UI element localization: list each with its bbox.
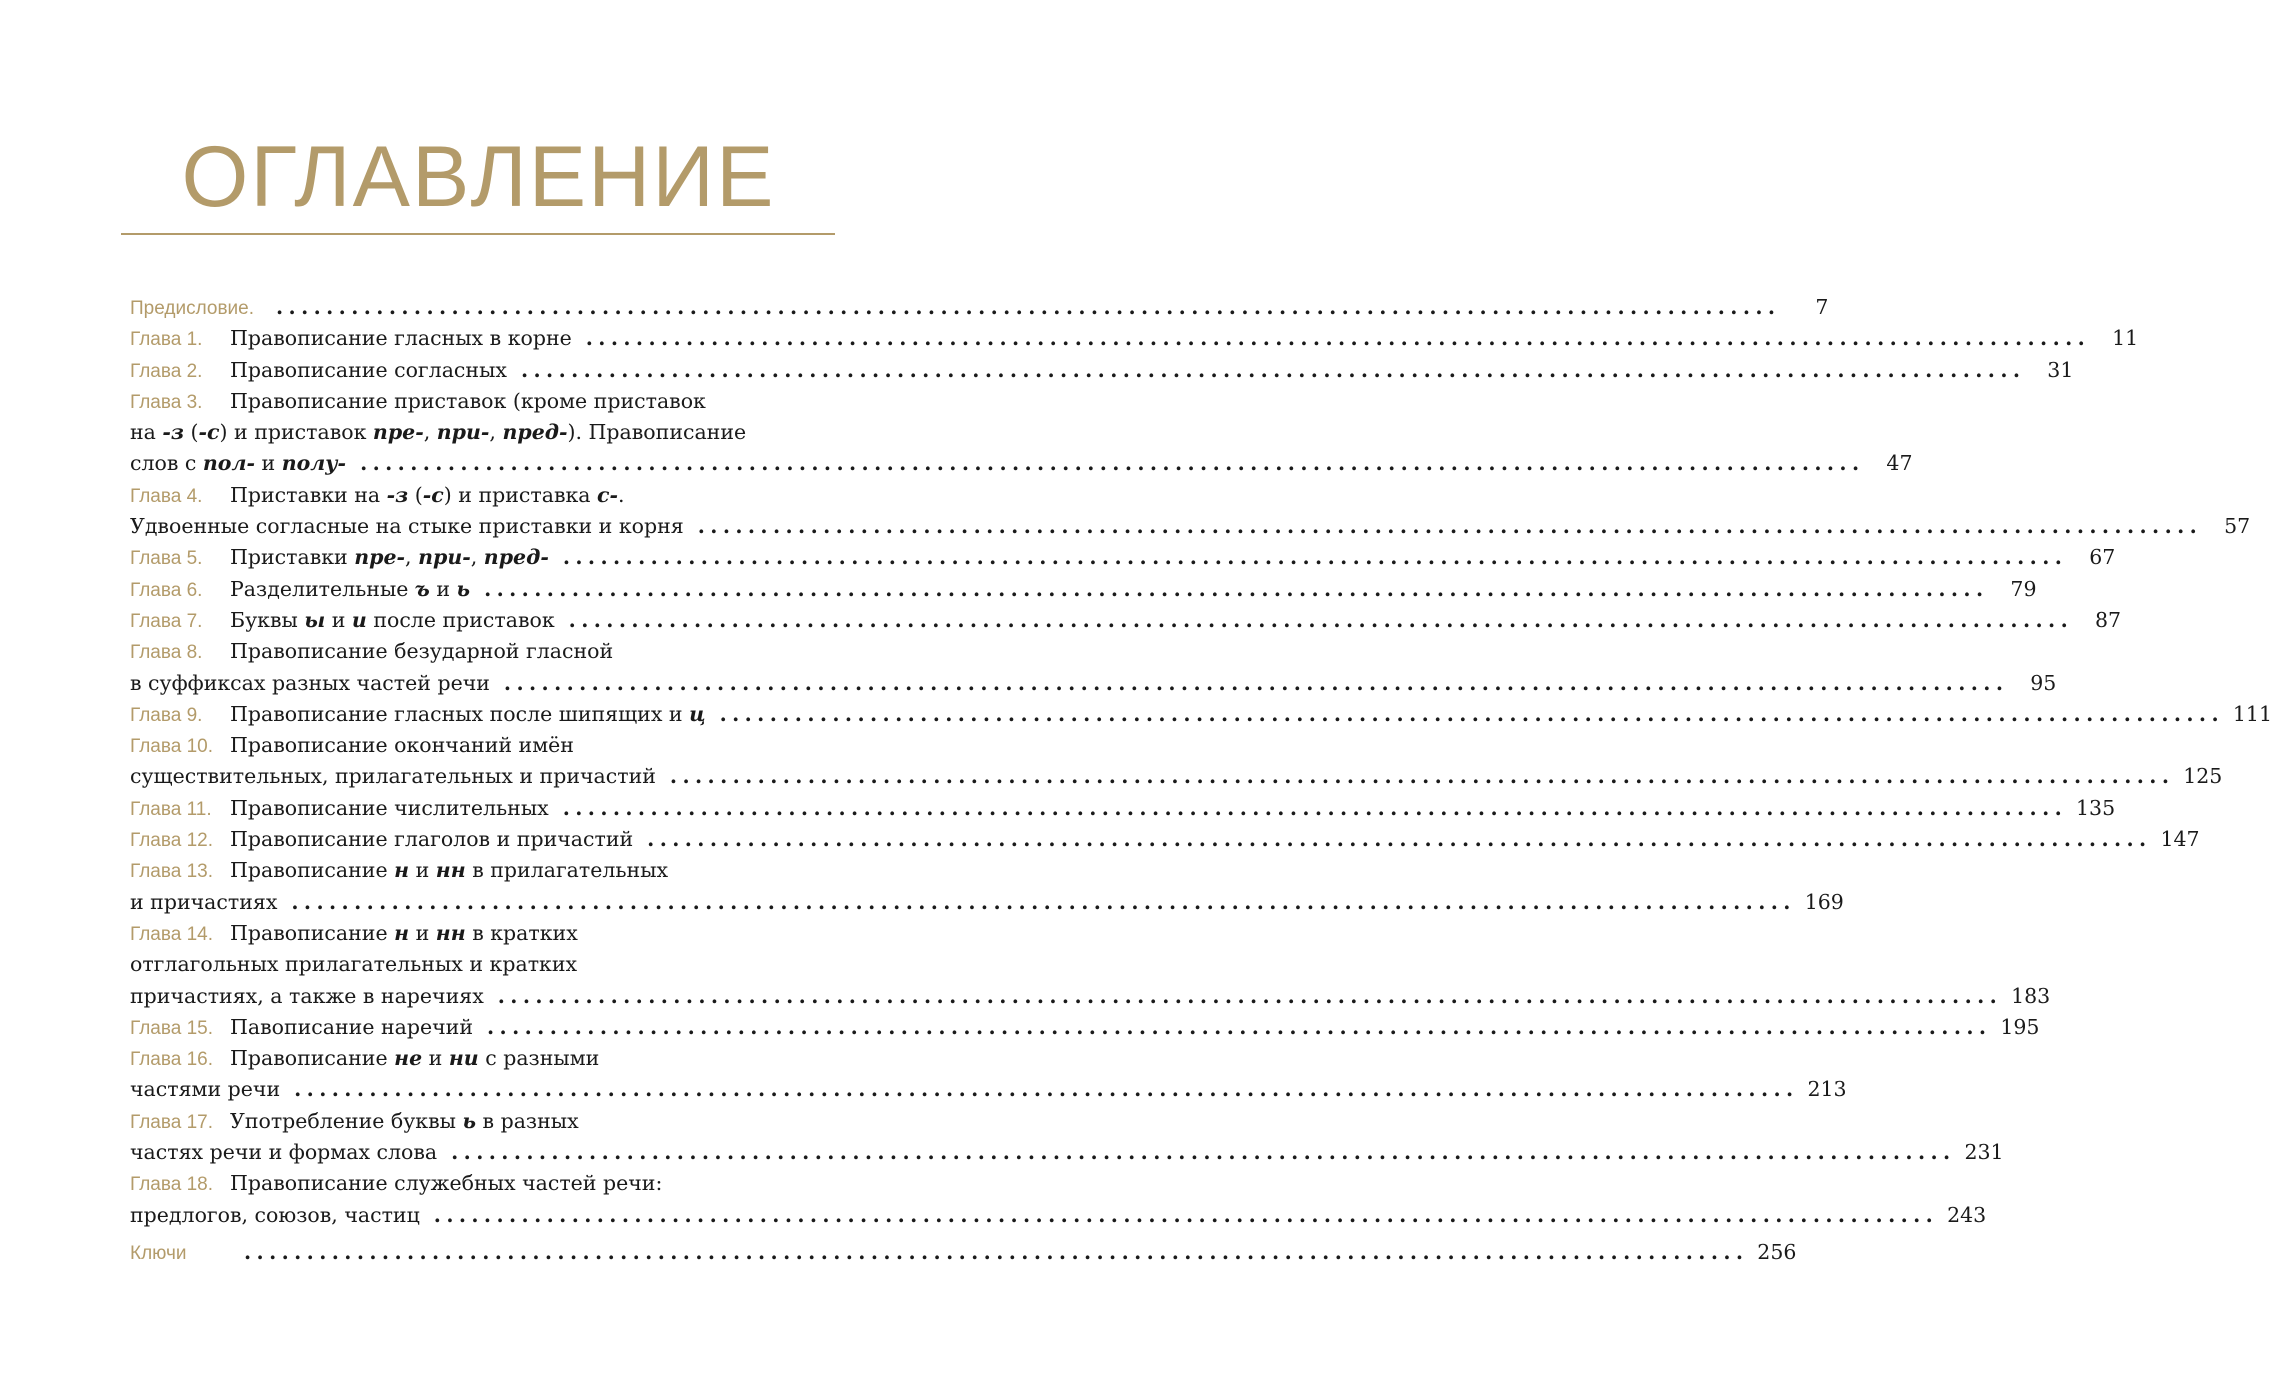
emphasized-term: -з [162,420,184,445]
emphasized-term: н [394,858,410,883]
chapter-title [130,981,484,1012]
toc-line [130,605,2122,636]
title-text: отглагольных прилагательных и кратких [130,952,578,977]
toc-line [130,1168,826,1199]
toc-entry[interactable] [130,1106,2004,1169]
toc-line [130,386,826,417]
toc-entry[interactable] [130,1237,1797,1268]
toc-line [130,574,2037,605]
title-text: в прилагательных [465,858,669,883]
page-number: 11 [2112,326,2139,351]
chapter-title [230,824,633,855]
title-text: ) и приставок [219,420,373,445]
toc-entry[interactable] [130,699,2272,730]
dot-leader: ........................................................................................................................ [503,670,2009,695]
toc-line [130,417,826,448]
title-text: и [325,607,352,632]
chapter-label: Глава 17. [130,1111,214,1133]
title-text: Приставки [230,545,355,570]
title-text: Удвоенные согласные на стыке приставки и корня [130,514,684,539]
toc-line [130,511,2251,542]
chapter-title [230,793,549,824]
toc-entry[interactable] [130,730,2223,793]
title-text: существительных, прилагательных и причастий [130,764,656,789]
toc-line [130,761,2223,792]
page-number: 57 [2224,514,2251,539]
title-text: и [422,1046,449,1071]
chapter-label: Глава 16. [130,1049,214,1071]
page-number: 243 [1947,1202,1987,1227]
toc-entry[interactable] [130,480,2251,543]
chapter-title [230,1043,599,1074]
chapter-label: Глава 13. [130,861,214,883]
dot-leader: ........................................................................................................................ [276,295,1781,319]
chapter-title [130,1137,437,1168]
toc-line [130,1137,2004,1168]
toc-entry[interactable] [130,574,2037,605]
dot-leader: ........................................................................................................................ [520,357,2026,382]
title-text: после приставок [366,607,555,632]
toc-line [130,949,826,980]
title-text: , [470,545,484,570]
toc-line [130,292,1829,323]
toc-line [130,1106,826,1137]
title-text: Павописание наречий [230,1014,474,1039]
title-text: Правописание окончаний имён [230,733,574,758]
page-title: ОГЛАВЛЕНИЕ [181,129,776,225]
chapter-title [230,386,706,417]
title-text: Правописание глаголов и причастий [230,827,634,852]
page-number: 256 [1757,1239,1797,1264]
page-number: 213 [1807,1077,1847,1102]
chapter-title [230,636,613,667]
chapter-label: Глава 18. [130,1174,214,1196]
toc-line [130,855,826,886]
chapter-title [130,417,746,448]
toc-line [130,1237,1797,1268]
chapter-label: Глава 7. [130,610,203,632]
emphasized-term: ь [456,576,471,601]
title-text: Правописание [230,858,395,883]
emphasized-term: пре- [372,420,424,445]
dot-leader: ........................................................................................................................ [562,795,2068,820]
page-number: 31 [2047,357,2074,382]
toc-line [130,887,1844,918]
chapter-label: Глава 3. [130,391,203,413]
page-number: 111 [2232,701,2272,726]
dot-leader: ........................................................................................................................ [562,545,2068,570]
toc-entry[interactable] [130,1012,2040,1043]
title-text: . [618,482,625,507]
dot-leader: ........................................................................................................................ [497,983,2003,1008]
emphasized-term: пол- [202,451,255,476]
emphasized-term: н [394,920,410,945]
chapter-title [130,1200,420,1231]
title-text: Правописание согласных [230,357,507,382]
chapter-label: Глава 2. [130,360,203,382]
chapter-label: Глава 11. [130,798,212,820]
toc-line [130,480,826,511]
dot-leader: ........................................................................................................................ [484,576,1989,601]
emphasized-term: ъ [414,576,430,601]
title-text: Правописание числительных [230,795,549,820]
chapter-label: Глава 10. [130,736,214,758]
emphasized-term: пред- [483,545,549,570]
toc-line [130,918,826,949]
emphasized-term: -з [386,482,409,507]
chapter-title [230,542,549,573]
toc-entry[interactable] [130,1168,1987,1231]
chapter-title [230,574,470,605]
toc-entry[interactable] [130,855,1844,918]
page-number: 195 [2000,1014,2040,1039]
emphasized-term: нн [435,858,466,883]
emphasized-term: ы [304,607,326,632]
title-text: частях речи и формах слова [130,1140,438,1165]
emphasized-term: пред- [502,420,568,445]
page-number: 47 [1886,451,1913,476]
emphasized-term: ь [462,1108,477,1133]
chapter-label: Глава 15. [130,1017,214,1039]
title-text: ) и приставка [443,482,598,507]
page-number: 147 [2160,827,2200,852]
emphasized-term: и [351,607,367,632]
dot-leader: ........................................................................................................................ [294,1077,1799,1102]
title-text: частями речи [130,1077,281,1102]
dot-leader: ........................................................................................................................ [433,1202,1939,1227]
chapter-label: Глава 8. [130,642,203,664]
dot-leader: ........................................................................................................................ [647,827,2152,852]
toc-line [130,1012,2040,1043]
dot-leader: ........................................................................................................................ [451,1140,1956,1165]
emphasized-term: полу- [281,451,347,476]
chapter-label: Глава 6. [130,579,203,601]
title-text: , [489,420,503,445]
chapter-title [130,668,490,699]
page-number: 79 [2010,576,2037,601]
toc-line [130,668,2057,699]
page-number: 7 [1815,295,1829,319]
chapter-title [230,699,706,730]
toc-line [130,699,2272,730]
title-text: в кратких [465,920,578,945]
title-text: на [130,420,163,445]
emphasized-term: пре- [354,545,406,570]
chapter-label: Глава 9. [130,704,203,726]
title-text: слов с [130,451,203,476]
title-text: и причастиях [130,889,278,914]
chapter-title [230,855,668,886]
chapter-title [230,355,507,386]
title-text: Разделительные [230,576,415,601]
chapter-title [230,730,574,761]
chapter-title [130,761,656,792]
toc-entry[interactable] [130,355,2074,386]
page-number: 231 [1964,1140,2004,1165]
title-text: Правописание гласных в корне [230,326,572,351]
title-text: и [409,920,436,945]
dot-leader: ........................................................................................................................ [719,701,2224,726]
toc-line [130,824,2200,855]
title-text: и [429,576,457,601]
chapter-title [130,949,577,980]
toc-entry[interactable] [130,636,2057,699]
emphasized-term: при- [418,545,471,570]
toc-line [130,448,1913,479]
toc-line [130,1074,1847,1105]
chapter-label: Предисловие. [130,298,254,319]
title-text: Буквы [230,607,305,632]
title-text: в суффиксах разных частей речи [130,670,490,695]
chapter-label: Глава 1. [130,329,203,351]
title-text: , [405,545,419,570]
table-of-contents [130,292,2272,1268]
toc-line [130,355,2074,386]
toc-line [130,542,2116,573]
page-number: 95 [2030,670,2057,695]
toc-line [130,981,2051,1012]
title-text: и [255,451,282,476]
title-text: ( [408,482,423,507]
chapter-title [130,887,277,918]
chapter-label: Ключи [130,1242,187,1264]
title-text: причастиях, а также в наречиях [130,983,484,1008]
dot-leader: ........................................................................................................................ [291,889,1796,914]
emphasized-term: -с [198,420,220,445]
page-number: 67 [2089,545,2116,570]
emphasized-term: -с [422,482,444,507]
title-text: Правописание служебных частей речи: [230,1171,663,1196]
toc-entry[interactable] [130,1043,1847,1106]
emphasized-term: ни [448,1046,479,1071]
chapter-title [130,1074,280,1105]
title-text: Правописание [230,920,395,945]
toc-entry[interactable] [130,323,2139,354]
toc-line [130,323,2139,354]
title-text: Правописание приставок (кроме приставок [230,388,706,413]
title-text: Правописание [230,1046,395,1071]
toc-entry[interactable] [130,824,2200,855]
toc-line [130,636,826,667]
toc-line [130,730,826,761]
toc-entry[interactable] [130,605,2122,636]
chapter-title [230,605,555,636]
toc-entry[interactable] [130,542,2116,573]
title-text: предлогов, союзов, частиц [130,1202,420,1227]
page-number: 169 [1804,889,1844,914]
chapter-label: Глава 12. [130,830,214,852]
dot-leader: ........................................................................................................................ [568,607,2074,632]
chapter-title [230,1168,662,1199]
chapter-label: Глава 14. [130,923,214,945]
emphasized-term: не [394,1046,423,1071]
chapter-title [230,480,625,511]
chapter-title [230,1012,473,1043]
chapter-title [230,918,578,949]
chapter-label: Глава 5. [130,548,203,570]
dot-leader: ........................................................................................................................ [244,1239,1749,1264]
title-text: Правописание безударной гласной [230,639,614,664]
toc-entry[interactable] [130,918,2051,1012]
chapter-title [130,448,346,479]
chapter-title [130,511,684,542]
toc-entry[interactable] [130,386,1913,480]
title-text: Приставки на [230,482,387,507]
emphasized-term: нн [435,920,466,945]
page-number: 87 [2095,607,2122,632]
toc-entry[interactable] [130,292,1829,323]
title-text: и [409,858,436,883]
title-text: , [423,420,437,445]
title-text: Употребление буквы [230,1108,463,1133]
chapter-label: Глава 4. [130,485,203,507]
emphasized-term: ц [689,701,706,726]
toc-line [130,1200,1987,1231]
emphasized-term: при- [436,420,490,445]
toc-line [130,1043,826,1074]
dot-leader: ........................................................................................................................ [697,514,2203,539]
dot-leader: ........................................................................................................................ [487,1014,1992,1039]
chapter-title [230,1106,579,1137]
emphasized-term: с- [597,482,619,507]
title-divider [121,233,835,235]
page-number: 183 [2011,983,2051,1008]
chapter-title [230,323,572,354]
title-text: в разных [476,1108,579,1133]
title-text: Правописание гласных после шипящих и [230,701,690,726]
dot-leader: ........................................................................................................................ [669,764,2175,789]
toc-line [130,793,2116,824]
title-text: с разными [478,1046,600,1071]
page-number: 125 [2183,764,2223,789]
dot-leader: ........................................................................................................................ [585,326,2091,351]
toc-entry[interactable] [130,793,2116,824]
dot-leader: ........................................................................................................................ [360,451,1865,476]
page-number: 135 [2076,795,2116,820]
title-text: ). Правописание [567,420,747,445]
title-text: ( [184,420,199,445]
